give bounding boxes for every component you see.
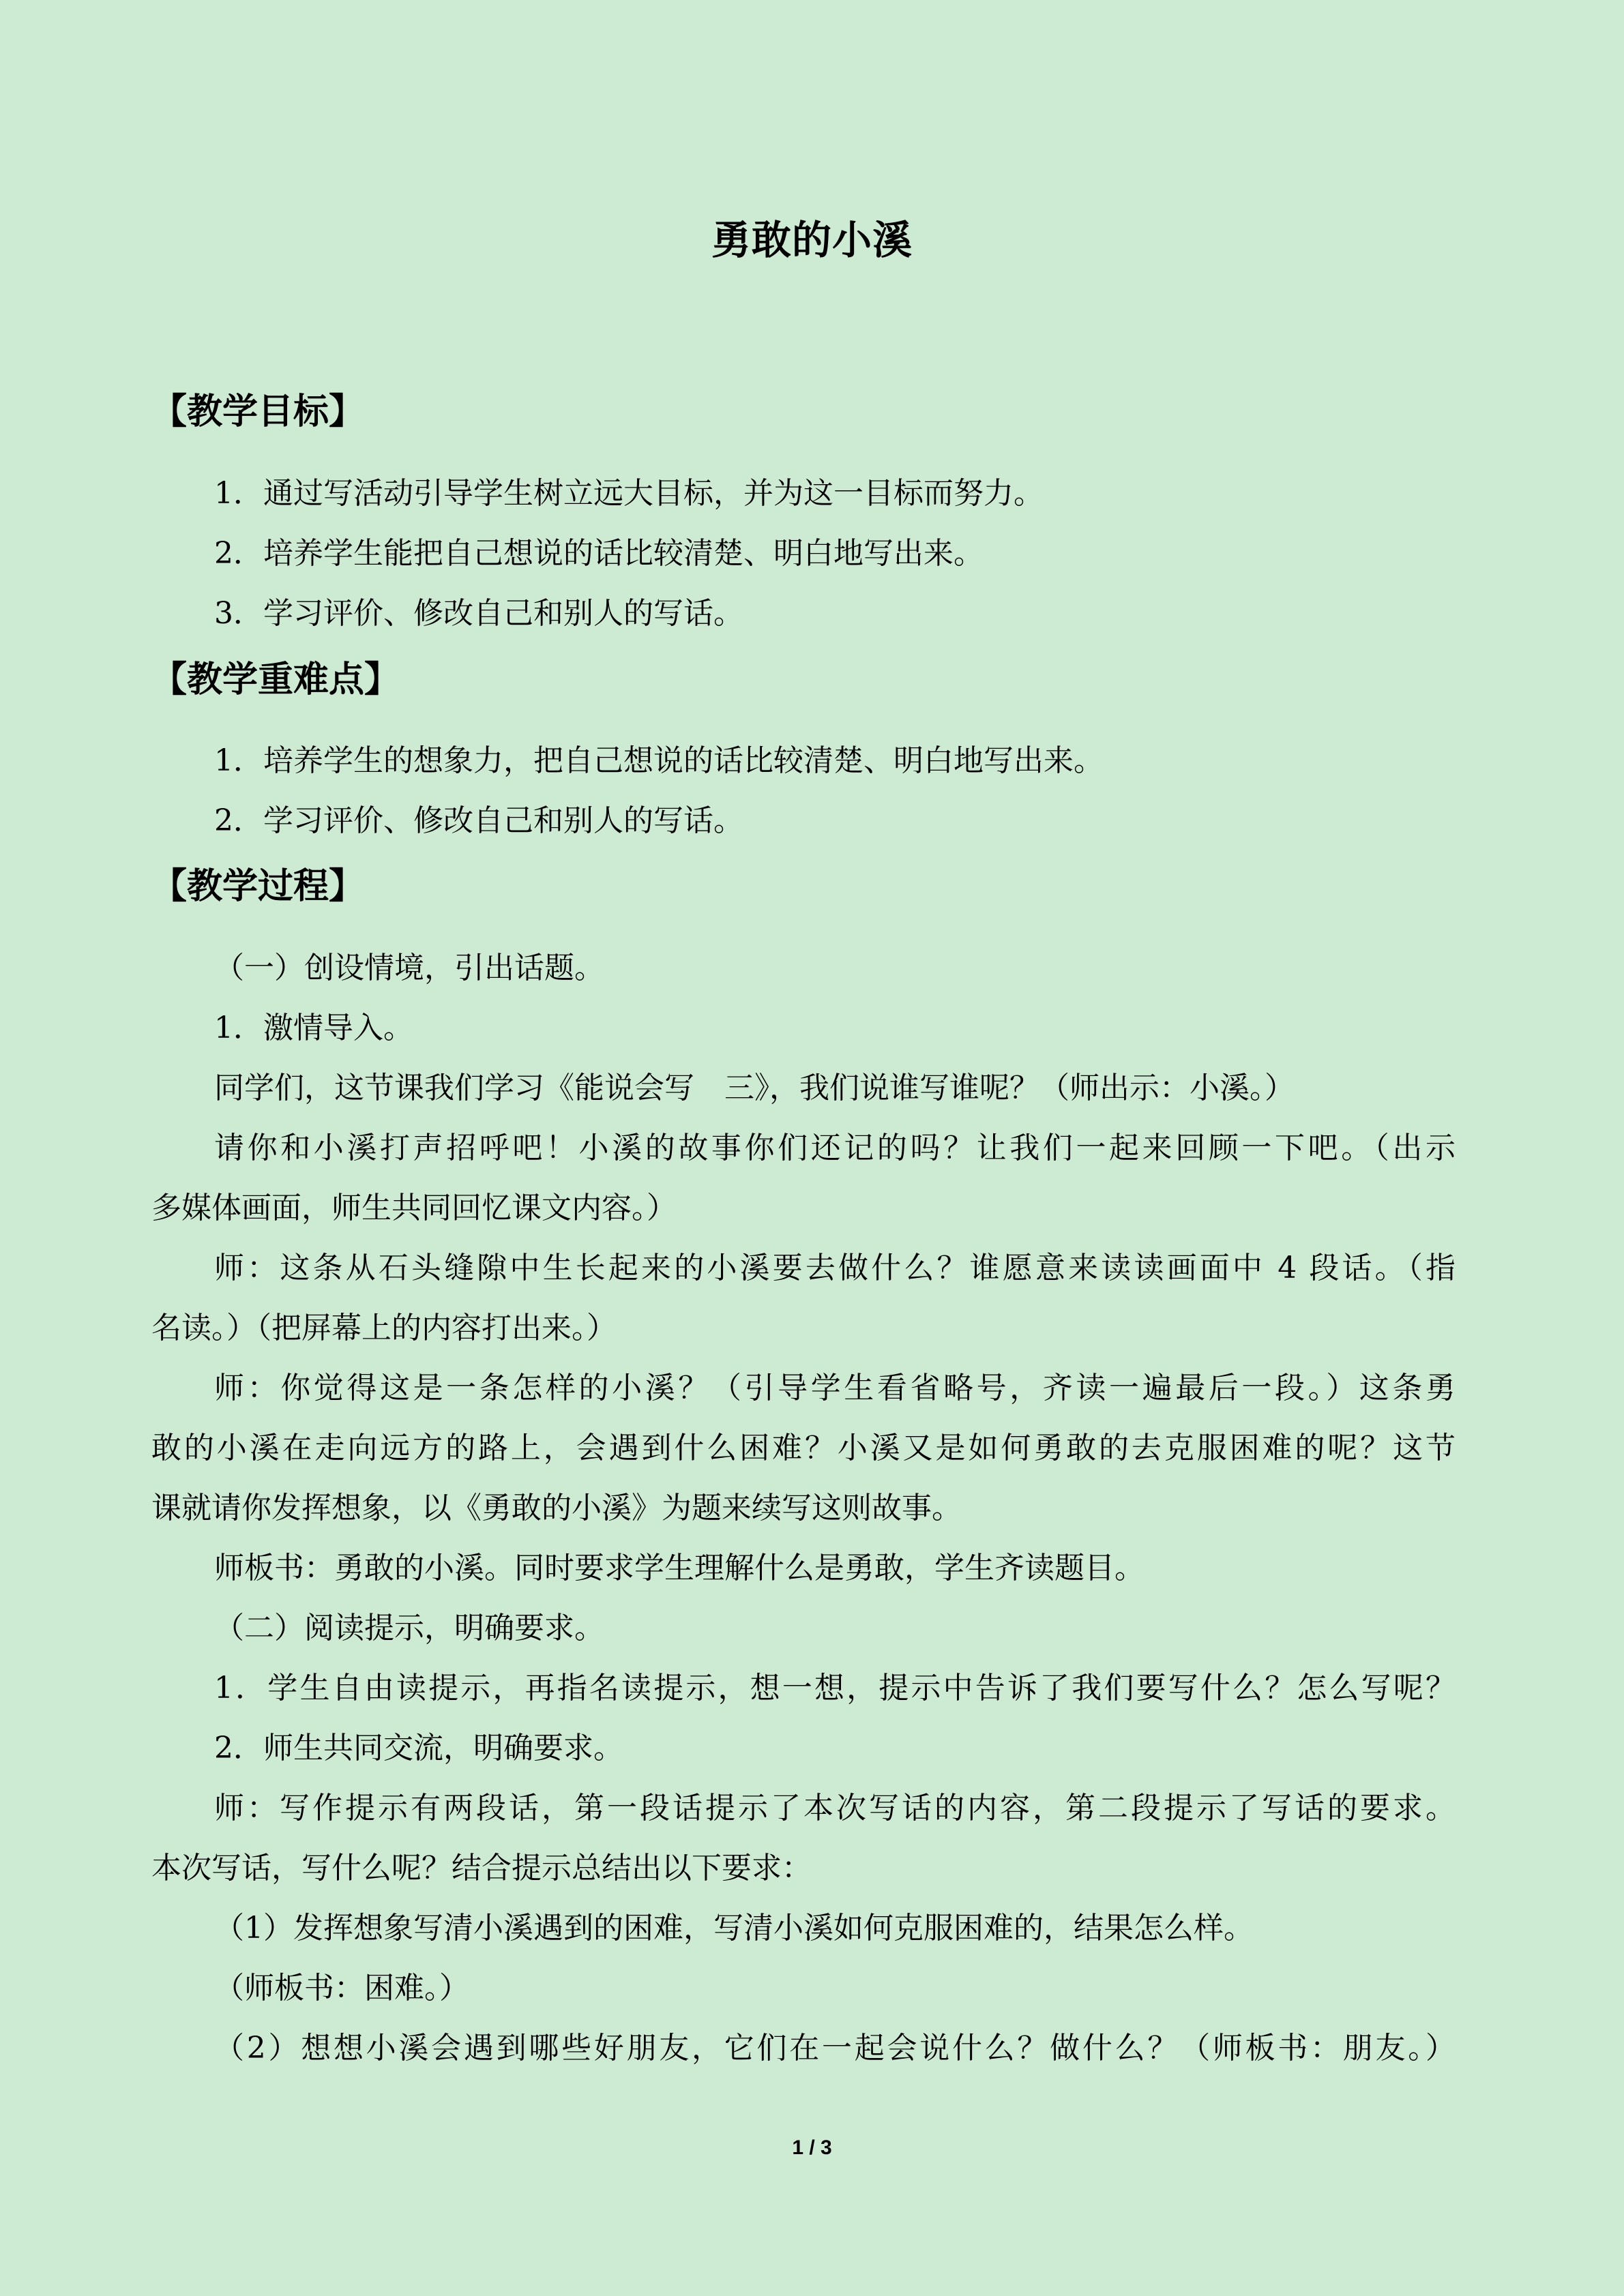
process-line: 敢的小溪在走向远方的路上，会遇到什么困难？小溪又是如何勇敢的去克服困难的呢？这节 [151,1431,1456,1465]
process-line: （二）阅读提示，明确要求。 [214,1611,604,1645]
section-heading-goals: 【教学目标】 [151,391,365,432]
process-line: （1）发挥想象写清小溪遇到的困难，写清小溪如何克服困难的，结果怎么样。 [214,1911,1254,1945]
goal-item: 1．通过写活动引导学生树立远大目标，并为这一目标而努力。 [214,476,1044,511]
process-line: （2）想想小溪会遇到哪些好朋友，它们在一起会说什么？做什么？（师板书：朋友。） [214,2031,1456,2066]
process-line: 师板书：勇敢的小溪。同时要求学生理解什么是勇敢，学生齐读题目。 [214,1551,1145,1585]
process-line: （一）创设情境，引出话题。 [214,951,604,985]
process-line: （师板书：困难。） [214,1971,469,2006]
process-line: 师：这条从石头缝隙中生长起来的小溪要去做什么？谁愿意来读读画面中 4 段话。（指 [214,1251,1456,1285]
process-line: 本次写话，写什么呢？结合提示总结出以下要求： [151,1851,812,1885]
document-title: 勇敢的小溪 [711,217,913,263]
process-line: 1．学生自由读提示，再指名读提示，想一想，提示中告诉了我们要写什么？怎么写呢？ [214,1671,1456,1705]
process-line: 请你和小溪打声招呼吧！小溪的故事你们还记的吗？让我们一起来回顾一下吧。（出示 [214,1131,1456,1165]
process-line: 同学们，这节课我们学习《能说会写 三》，我们说谁写谁呢？（师出示：小溪。） [214,1071,1295,1105]
section-heading-key-points: 【教学重难点】 [151,659,400,700]
process-line: 多媒体画面，师生共同回忆课文内容。） [151,1191,677,1225]
goal-item: 3．学习评价、修改自己和别人的写话。 [214,596,743,631]
goal-item: 2．培养学生能把自己想说的话比较清楚、明白地写出来。 [214,536,984,571]
process-line: 名读。）（把屏幕上的内容打出来。） [151,1311,617,1345]
process-line: 师：你觉得这是一条怎样的小溪？（引导学生看省略号，齐读一遍最后一段。）这条勇 [214,1371,1456,1405]
process-line: 1．激情导入。 [214,1011,413,1045]
key-point-item: 1．培养学生的想象力，把自己想说的话比较清楚、明白地写出来。 [214,743,1104,778]
page-number: 1 / 3 [792,2136,832,2159]
process-line: 课就请你发挥想象，以《勇敢的小溪》为题来续写这则故事。 [151,1491,962,1525]
key-point-item: 2．学习评价、修改自己和别人的写话。 [214,803,743,838]
process-line: 师：写作提示有两段话，第一段话提示了本次写话的内容，第二段提示了写话的要求。 [214,1791,1456,1825]
section-heading-process: 【教学过程】 [151,865,365,907]
process-line: 2．师生共同交流，明确要求。 [214,1731,623,1765]
